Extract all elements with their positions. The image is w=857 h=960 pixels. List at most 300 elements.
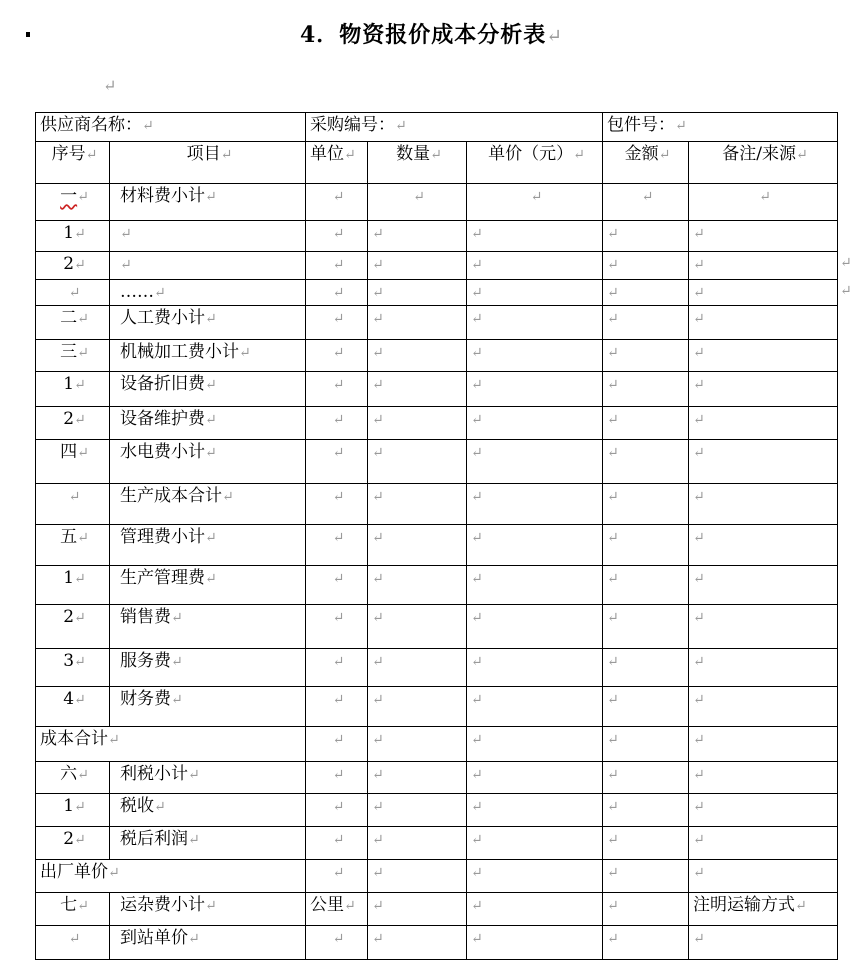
remark-cell — [689, 440, 838, 484]
col-header-unit: 单位↵ — [306, 142, 368, 184]
row-number: 三↵ — [36, 340, 110, 372]
row-end-mark: ↵ — [840, 283, 852, 299]
quantity-cell — [368, 280, 467, 306]
paragraph-mark: ↵ — [74, 377, 86, 393]
row-item: 水电费小计↵ — [110, 440, 306, 484]
paragraph-mark: ↵ — [171, 654, 183, 670]
unit-price-cell — [467, 372, 603, 407]
paragraph-mark: ↵ — [693, 285, 705, 301]
unit-cell — [306, 727, 368, 762]
paragraph-mark: ↵ — [332, 412, 345, 428]
unit-price-cell — [467, 407, 603, 440]
row-item: 税后利润↵ — [110, 827, 306, 860]
remark-cell: 注明运输方式↵ — [689, 893, 838, 926]
paragraph-mark: ↵ — [332, 445, 345, 461]
row-end-mark: ↵ — [840, 255, 852, 271]
amount-cell — [603, 762, 689, 794]
paragraph-mark: ↵ — [693, 489, 705, 505]
unit-cell — [306, 687, 368, 727]
paragraph-mark: ↵ — [693, 799, 705, 815]
paragraph-mark: ↵ — [332, 345, 345, 361]
paragraph-mark: ↵ — [372, 832, 384, 848]
amount-cell — [603, 727, 689, 762]
table-row — [36, 762, 838, 794]
quantity-cell — [368, 687, 467, 727]
paragraph-mark: ↵ — [222, 489, 234, 505]
paragraph-mark: ↵ — [77, 311, 89, 327]
paragraph-mark: ↵ — [607, 610, 619, 626]
paragraph-mark: ↵ — [607, 445, 619, 461]
quantity-cell — [368, 252, 467, 280]
cost-analysis-table — [35, 112, 838, 960]
paragraph-mark: ↵ — [205, 445, 217, 461]
quantity-cell — [368, 484, 467, 525]
table-row — [36, 252, 838, 280]
table-row — [36, 306, 838, 340]
row-item — [110, 221, 306, 252]
quantity-cell — [368, 407, 467, 440]
empty-paragraph-mark: ↵ — [103, 76, 117, 95]
quantity-cell — [368, 827, 467, 860]
paragraph-mark: ↵ — [372, 654, 384, 670]
paragraph-mark: ↵ — [693, 377, 705, 393]
paragraph-mark: ↵ — [372, 732, 384, 748]
remark-cell — [689, 221, 838, 252]
col-header-unit-price: 单价（元）↵ — [467, 142, 603, 184]
paragraph-mark: ↵ — [205, 571, 217, 587]
remark-cell — [689, 525, 838, 566]
paragraph-mark: ↵ — [607, 692, 619, 708]
amount-cell — [603, 893, 689, 926]
table-row — [36, 221, 838, 252]
table-row — [36, 340, 838, 372]
paragraph-mark: ↵ — [607, 931, 619, 947]
remark-cell — [689, 827, 838, 860]
paragraph-mark: ↵ — [171, 692, 183, 708]
paragraph-mark: ↵ — [108, 732, 120, 748]
paragraph-mark: ↵ — [471, 257, 483, 273]
paragraph-mark: ↵ — [693, 445, 705, 461]
paragraph-mark: ↵ — [641, 189, 654, 205]
col-header-no: 序号↵ — [36, 142, 110, 184]
paragraph-mark: ↵ — [607, 345, 619, 361]
paragraph-mark: ↵ — [77, 898, 89, 914]
table-row — [36, 372, 838, 407]
paragraph-mark: ↵ — [332, 832, 345, 848]
row-item: 服务费↵ — [110, 649, 306, 687]
amount-cell — [603, 407, 689, 440]
paragraph-mark: ↵ — [471, 931, 483, 947]
unit-price-cell — [467, 440, 603, 484]
paragraph-mark: ↵ — [74, 412, 86, 428]
quantity-cell — [368, 893, 467, 926]
remark-cell — [689, 407, 838, 440]
paragraph-mark: ↵ — [471, 377, 483, 393]
paragraph-mark: ↵ — [471, 345, 483, 361]
paragraph-mark: ↵ — [332, 226, 345, 242]
paragraph-mark: ↵ — [607, 311, 619, 327]
paragraph-mark: ↵ — [372, 285, 384, 301]
unit-cell — [306, 372, 368, 407]
row-item: 到站单价↵ — [110, 926, 306, 960]
unit-price-cell — [467, 184, 603, 221]
quantity-cell — [368, 860, 467, 893]
row-item: 税收↵ — [110, 794, 306, 827]
remark-cell — [689, 687, 838, 727]
amount-cell — [603, 221, 689, 252]
paragraph-mark: ↵ — [471, 412, 483, 428]
paragraph-mark: ↵ — [77, 445, 89, 461]
remark-cell — [689, 184, 838, 221]
row-item: 生产管理费↵ — [110, 566, 306, 605]
paragraph-mark: ↵ — [372, 311, 384, 327]
row-label: 出厂单价↵ — [36, 860, 306, 893]
paragraph-mark: ↵ — [77, 530, 89, 546]
unit-cell — [306, 252, 368, 280]
amount-cell — [603, 649, 689, 687]
remark-cell — [689, 372, 838, 407]
paragraph-mark: ↵ — [607, 257, 619, 273]
col-header-quantity: 数量↵ — [368, 142, 467, 184]
paragraph-mark: ↵ — [332, 732, 345, 748]
paragraph-mark: ↵ — [205, 412, 217, 428]
paragraph-mark: ↵ — [607, 799, 619, 815]
table-row — [36, 440, 838, 484]
unit-price-cell — [467, 649, 603, 687]
paragraph-mark: ↵ — [372, 692, 384, 708]
table-row — [36, 566, 838, 605]
remark-cell — [689, 484, 838, 525]
row-item: 销售费↵ — [110, 605, 306, 649]
paragraph-mark: ↵ — [188, 931, 200, 947]
paragraph-mark: ↵ — [471, 610, 483, 626]
unit-cell — [306, 280, 368, 306]
table-row — [36, 649, 838, 687]
unit-cell — [306, 484, 368, 525]
unit-price-cell — [467, 525, 603, 566]
unit-cell — [306, 860, 368, 893]
paragraph-mark: ↵ — [607, 898, 619, 914]
row-number — [36, 484, 110, 525]
paragraph-mark: ↵ — [372, 865, 384, 881]
paragraph-mark: ↵ — [154, 285, 166, 301]
table-row — [36, 184, 838, 221]
row-number: 1↵ — [36, 372, 110, 407]
amount-cell — [603, 687, 689, 727]
row-item — [110, 252, 306, 280]
paragraph-mark: ↵ — [607, 767, 619, 783]
row-item: 设备维护费↵ — [110, 407, 306, 440]
paragraph-mark: ↵ — [471, 692, 483, 708]
unit-price-cell — [467, 484, 603, 525]
remark-cell — [689, 340, 838, 372]
quantity-cell — [368, 184, 467, 221]
paragraph-mark: ↵ — [607, 571, 619, 587]
amount-cell — [603, 440, 689, 484]
paragraph-mark: ↵ — [74, 226, 86, 242]
paragraph-mark: ↵ — [372, 530, 384, 546]
table-row — [36, 893, 838, 926]
remark-cell — [689, 566, 838, 605]
quantity-cell — [368, 605, 467, 649]
amount-cell — [603, 280, 689, 306]
paragraph-mark: ↵ — [332, 285, 345, 301]
remark-cell — [689, 727, 838, 762]
table-row — [36, 827, 838, 860]
col-header-item: 项目↵ — [110, 142, 306, 184]
unit-cell — [306, 649, 368, 687]
paragraph-mark: ↵ — [607, 832, 619, 848]
row-number: 四↵ — [36, 440, 110, 484]
paragraph-mark: ↵ — [471, 767, 483, 783]
table-row — [36, 727, 838, 762]
paragraph-mark: ↵ — [205, 530, 217, 546]
col-header-remark: 备注/来源↵ — [689, 142, 838, 184]
unit-price-cell — [467, 827, 603, 860]
unit-price-cell — [467, 280, 603, 306]
paragraph-mark: ↵ — [693, 571, 705, 587]
row-number: 1↵ — [36, 566, 110, 605]
paragraph-mark: ↵ — [332, 654, 345, 670]
paragraph-mark: ↵ — [108, 865, 120, 881]
remark-cell — [689, 306, 838, 340]
row-number: 一↵ — [36, 184, 110, 221]
paragraph-mark: ↵ — [332, 865, 345, 881]
row-item: ……↵ — [110, 280, 306, 306]
unit-price-cell — [467, 605, 603, 649]
paragraph-mark: ↵ — [74, 692, 86, 708]
paragraph-mark: ↵ — [372, 931, 384, 947]
paragraph-mark: ↵ — [154, 799, 166, 815]
paragraph-mark: ↵ — [471, 489, 483, 505]
paragraph-mark: ↵ — [693, 832, 705, 848]
unit-cell: 公里↵ — [306, 893, 368, 926]
paragraph-mark: ↵ — [74, 654, 86, 670]
amount-cell — [603, 794, 689, 827]
amount-cell — [603, 184, 689, 221]
amount-cell — [603, 340, 689, 372]
paragraph-mark: ↵ — [693, 692, 705, 708]
unit-price-cell — [467, 860, 603, 893]
paragraph-mark: ↵ — [759, 189, 771, 205]
paragraph-mark: ↵ — [77, 767, 89, 783]
paragraph-mark: ↵ — [693, 732, 705, 748]
table-row — [36, 484, 838, 525]
remark-cell — [689, 252, 838, 280]
paragraph-mark: ↵ — [171, 610, 183, 626]
unit-cell — [306, 605, 368, 649]
row-item: 机械加工费小计↵ — [110, 340, 306, 372]
table-row — [36, 280, 838, 306]
paragraph-mark: ↵ — [471, 226, 483, 242]
unit-price-cell — [467, 762, 603, 794]
unit-cell — [306, 440, 368, 484]
row-number: 二↵ — [36, 306, 110, 340]
amount-cell — [603, 484, 689, 525]
row-number: 六↵ — [36, 762, 110, 794]
paragraph-mark: ↵ — [332, 571, 345, 587]
paragraph-mark: ↵ — [471, 799, 483, 815]
quantity-cell — [368, 762, 467, 794]
paragraph-mark: ↵ — [239, 345, 251, 361]
row-number: 3↵ — [36, 649, 110, 687]
row-number: 七↵ — [36, 893, 110, 926]
paragraph-mark: ↵ — [607, 530, 619, 546]
unit-cell — [306, 306, 368, 340]
amount-cell — [603, 372, 689, 407]
paragraph-mark: ↵ — [372, 226, 384, 242]
row-number: 4↵ — [36, 687, 110, 727]
paragraph-mark: ↵ — [188, 767, 200, 783]
unit-cell — [306, 221, 368, 252]
paragraph-mark: ↵ — [471, 530, 483, 546]
quantity-cell — [368, 525, 467, 566]
paragraph-mark: ↵ — [372, 257, 384, 273]
paragraph-mark: ↵ — [471, 654, 483, 670]
paragraph-mark: ↵ — [693, 767, 705, 783]
paragraph-mark: ↵ — [332, 530, 345, 546]
paragraph-mark: ↵ — [74, 571, 86, 587]
document-title: 4．物资报价成本分析表↵ — [300, 22, 563, 48]
paragraph-mark: ↵ — [344, 898, 356, 914]
paragraph-mark: ↵ — [607, 732, 619, 748]
paragraph-mark: ↵ — [372, 898, 384, 914]
paragraph-mark: ↵ — [693, 931, 705, 947]
unit-price-cell — [467, 566, 603, 605]
paragraph-mark: ↵ — [372, 571, 384, 587]
row-number: 1↵ — [36, 221, 110, 252]
paragraph-mark: ↵ — [205, 189, 217, 205]
row-item: 生产成本合计↵ — [110, 484, 306, 525]
unit-cell — [306, 184, 368, 221]
paragraph-mark: ↵ — [693, 345, 705, 361]
unit-price-cell — [467, 252, 603, 280]
paragraph-mark: ↵ — [372, 799, 384, 815]
paragraph-mark: ↵ — [332, 257, 345, 273]
amount-cell — [603, 306, 689, 340]
paragraph-mark: ↵ — [607, 412, 619, 428]
amount-cell — [603, 827, 689, 860]
paragraph-mark: ↵ — [471, 571, 483, 587]
column-header-row — [36, 142, 838, 184]
paragraph-mark: ↵ — [471, 865, 483, 881]
paragraph-mark: ↵ — [205, 377, 217, 393]
amount-cell — [603, 860, 689, 893]
paragraph-mark: ↵ — [77, 189, 89, 205]
paragraph-mark: ↵ — [120, 257, 132, 273]
paragraph-mark: ↵ — [332, 931, 345, 947]
quantity-cell — [368, 649, 467, 687]
row-label: 成本合计↵ — [36, 727, 306, 762]
unit-price-cell — [467, 794, 603, 827]
row-item: 设备折旧费↵ — [110, 372, 306, 407]
paragraph-mark: ↵ — [372, 767, 384, 783]
paragraph-mark: ↵ — [471, 832, 483, 848]
paragraph-mark: ↵ — [332, 489, 345, 505]
paragraph-mark: ↵ — [74, 610, 86, 626]
row-item: 管理费小计↵ — [110, 525, 306, 566]
paragraph-mark: ↵ — [607, 489, 619, 505]
unit-cell — [306, 525, 368, 566]
row-item: 运杂费小计↵ — [110, 893, 306, 926]
paragraph-mark: ↵ — [188, 832, 200, 848]
paragraph-mark: ↵ — [332, 767, 345, 783]
col-header-amount: 金额↵ — [603, 142, 689, 184]
row-number: 五↵ — [36, 525, 110, 566]
paragraph-mark: ↵ — [332, 799, 345, 815]
paragraph-mark: ↵ — [693, 226, 705, 242]
unit-cell — [306, 340, 368, 372]
amount-cell — [603, 252, 689, 280]
paragraph-mark: ↵ — [471, 898, 483, 914]
paragraph-mark: ↵ — [332, 692, 345, 708]
unit-price-cell — [467, 687, 603, 727]
purchase-number-field: 采购编号：↵ — [306, 113, 603, 142]
row-number: 2↵ — [36, 407, 110, 440]
remark-cell — [689, 605, 838, 649]
table-header-info-row — [36, 113, 838, 142]
amount-cell — [603, 605, 689, 649]
unit-price-cell — [467, 221, 603, 252]
paragraph-mark: ↵ — [607, 377, 619, 393]
paragraph-mark: ↵ — [205, 311, 217, 327]
paragraph-mark: ↵ — [471, 732, 483, 748]
unit-price-cell — [467, 727, 603, 762]
remark-cell — [689, 794, 838, 827]
row-number: 2↵ — [36, 827, 110, 860]
amount-cell — [603, 525, 689, 566]
paragraph-mark: ↵ — [471, 445, 483, 461]
row-number: 2↵ — [36, 252, 110, 280]
paragraph-mark: ↵ — [693, 654, 705, 670]
remark-cell — [689, 860, 838, 893]
unit-cell — [306, 566, 368, 605]
row-number — [36, 280, 110, 306]
paragraph-mark: ↵ — [372, 412, 384, 428]
paragraph-mark: ↵ — [205, 898, 217, 914]
paragraph-mark: ↵ — [68, 489, 81, 505]
paragraph-mark: ↵ — [120, 226, 132, 242]
paragraph-mark: ↵ — [693, 412, 705, 428]
unit-price-cell — [467, 893, 603, 926]
quantity-cell — [368, 440, 467, 484]
paragraph-mark: ↵ — [68, 285, 81, 301]
paragraph-mark: ↵ — [530, 189, 543, 205]
amount-cell — [603, 566, 689, 605]
quantity-cell — [368, 566, 467, 605]
quantity-cell — [368, 372, 467, 407]
paragraph-mark: ↵ — [693, 257, 705, 273]
quantity-cell — [368, 794, 467, 827]
paragraph-mark: ↵ — [74, 257, 86, 273]
quantity-cell — [368, 340, 467, 372]
table-row — [36, 860, 838, 893]
remark-cell — [689, 280, 838, 306]
remark-cell — [689, 649, 838, 687]
paragraph-mark: ↵ — [372, 345, 384, 361]
paragraph-mark: ↵ — [795, 898, 807, 914]
unit-price-cell — [467, 340, 603, 372]
quantity-cell — [368, 727, 467, 762]
quantity-cell — [368, 221, 467, 252]
remark-cell — [689, 762, 838, 794]
paragraph-mark: ↵ — [74, 799, 86, 815]
unit-price-cell — [467, 306, 603, 340]
table-row — [36, 794, 838, 827]
paragraph-mark: ↵ — [372, 489, 384, 505]
row-item: 人工费小计↵ — [110, 306, 306, 340]
paragraph-mark: ↵ — [471, 285, 483, 301]
